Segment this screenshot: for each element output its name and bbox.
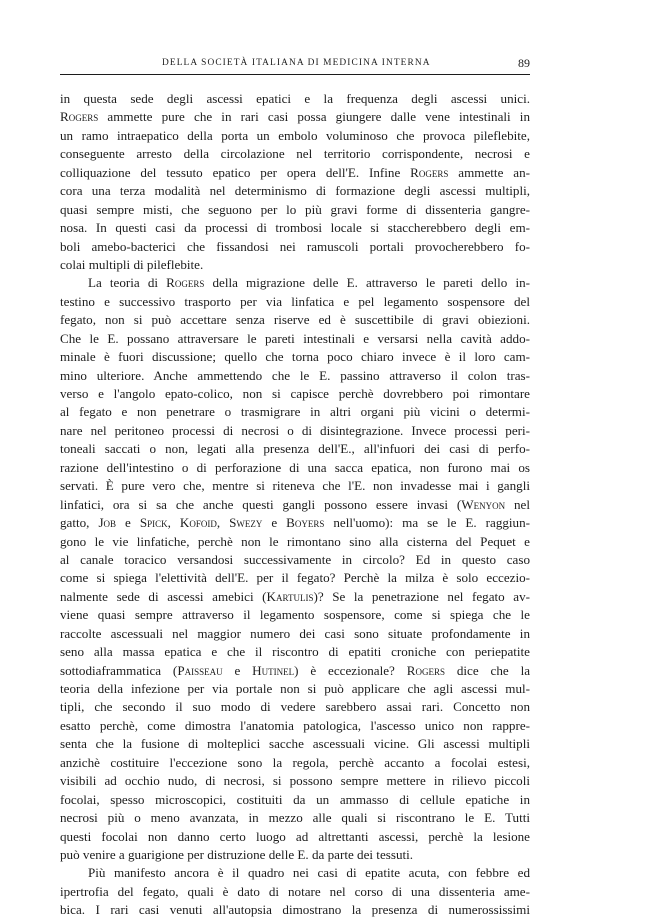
text-line: tipli, che secondo il suo modo di vedere sarebbero assai rari. Concetto non bbox=[60, 699, 530, 715]
text-line: senta che la fusione di molteplici sacche ascessuali vicine. Gli ascessi multipli bbox=[60, 736, 530, 752]
text-line: La teoria di Rogers della migrazione delle E. attraverso le pareti dello in- bbox=[88, 275, 530, 291]
text-line: teoria della infezione per via portale non si può applicare che agli ascessi mul- bbox=[60, 681, 530, 696]
text-line: questi focolai non danno certo luogo ad altrettanti ascessi, perchè la lesione bbox=[60, 828, 530, 844]
text-line: nalmente sede di ascessi amebici (Kartulis)? Se la penetrazione nel fegato av- bbox=[60, 588, 530, 604]
text-line: come si spiega l'elettività dell'E. per il fegato? Perchè la milza è solo eccezio- bbox=[60, 570, 530, 586]
text-line: toneali saccati o non, legati alla presenza dell'E., all'infuori dei casi di perfo- bbox=[60, 441, 530, 457]
text-line: un ramo intraepatico della porta un embolo voluminoso che provoca pileflebite, bbox=[60, 127, 530, 143]
text-line: viene quasi sempre attraverso il legamento sospensore, come si spiega che le bbox=[60, 607, 530, 623]
text-line: fegato, non si può accettare senza riserve ed è suscettibile di gravi obiezioni. bbox=[60, 312, 530, 328]
page-number: 89 bbox=[518, 56, 530, 70]
text-line: Più manifesto ancora è il quadro nei casi di epatite acuta, con febbre ed bbox=[88, 865, 530, 881]
text-line: visibili ad occhio nudo, di necrosi, si possono sempre mettere in rilievo piccoli bbox=[60, 773, 530, 789]
text-line: può venire a guarigione per distruzione delle E. da parte dei tessuti. bbox=[60, 846, 414, 862]
body-text bbox=[60, 90, 530, 920]
text-line: cora una terza modalità nel determinismo di formazione degli ascessi multipli, bbox=[60, 183, 530, 199]
text-line: verso e l'angolo epato-colico, non si capisce perchè dovrebbero poi rimontare bbox=[60, 386, 530, 401]
text-line: colliquazione del tessuto epatico per opera dell'E. Infine Rogers ammette an- bbox=[60, 164, 530, 180]
text-line: sottodiaframmatica (Paisseau e Hutinel) è eccezionale? Rogers dice che la bbox=[60, 662, 531, 678]
text-line: colai multipli di pileflebite. bbox=[60, 256, 204, 272]
text-line: razione dell'intestino o di perforazione di una sacca epatica, non furono mai os bbox=[60, 459, 530, 475]
text-line: mino ulteriore. Anche ammettendo che le E. passino attraverso il colon tras- bbox=[60, 367, 530, 383]
text-line: nosa. In questi casi da processi di trombosi locale si staccherebbero degli em- bbox=[60, 220, 530, 236]
text-line: linfatici, ora si sa che anche questi gangli possono essere invasi (Wenyon nel bbox=[60, 496, 530, 512]
text-line: quasi sempre misti, che seguono per lo più gravi forme di dissenteria gangre- bbox=[60, 201, 530, 217]
text-line: seno alla massa epatica e che il riscontro di epatiti croniche con periepatite bbox=[60, 644, 530, 660]
text-line: gono le vie linfatiche, perchè non le rimontano sino alla cisterna del Pequet e bbox=[60, 533, 530, 549]
text-line: raccolte ascessuali nel maggior numero dei casi sono situate profondamente in bbox=[60, 625, 530, 641]
text-line: testino e successivo trasporto per via linfatica e pel legamento sospensore del bbox=[60, 293, 530, 309]
running-title: DELLA SOCIETÀ ITALIANA DI MEDICINA INTERNA bbox=[162, 58, 431, 68]
text-line: Rogers ammette pure che in rari casi possa giungere dalle vene intestinali in bbox=[60, 109, 530, 125]
text-line: al canale toracico versandosi successivamente in circolo? Ed in questo caso bbox=[60, 551, 530, 567]
text-line: minale è fuori discussione; quello che torna poco chiaro invece è il loro cam- bbox=[60, 349, 530, 365]
text-line: conseguente arresto della circolazione nel territorio corrispondente, necrosi e bbox=[60, 146, 530, 162]
text-line: focolai, spesso microscopici, costituiti da un ammasso di cellule epatiche in bbox=[60, 791, 530, 807]
text-line: bica. I rari casi venuti all'autopsia dimostrano la presenza di numerossissimi bbox=[60, 902, 530, 918]
running-header bbox=[60, 58, 530, 75]
text-line: esatto perchè, come dimostra l'anatomia patologica, l'ascesso unico non rappre- bbox=[60, 717, 530, 733]
text-line: ipertrofia del fegato, quali è dato di notare nel corso di una dissenteria ame- bbox=[60, 883, 530, 899]
text-line: anzichè costituire l'eccezione sono la regola, perchè accanto a focolai estesi, bbox=[60, 754, 530, 770]
text-line: servati. È pure vero che, mentre si riteneva che l'E. non invadesse mai i gangli bbox=[60, 478, 530, 494]
text-line: nare nel peritoneo processi di necrosi o di disintegrazione. Invece processi peri- bbox=[60, 422, 530, 438]
text-line: in questa sede degli ascessi epatici e la frequenza degli ascessi unici. bbox=[60, 91, 530, 106]
text-line: necrosi più o meno avanzata, in mezzo alle quali si riscontrano le E. Tutti bbox=[60, 810, 530, 826]
text-line: Che le E. possano attraversare le pareti intestinali e versarsi nella cavità addo- bbox=[60, 330, 530, 346]
text-line: al fegato e non penetrare o trasmigrare in altri organi più vicini o determi- bbox=[60, 404, 530, 420]
text-line: gatto, Job e Spick, Kofoid, Swezy e Boyers nell'uomo): ma se le E. raggiun- bbox=[60, 515, 531, 531]
text-line: boli amebo-bacterici che fissandosi nei ramuscoli portali provocherebbero fo- bbox=[60, 238, 530, 254]
